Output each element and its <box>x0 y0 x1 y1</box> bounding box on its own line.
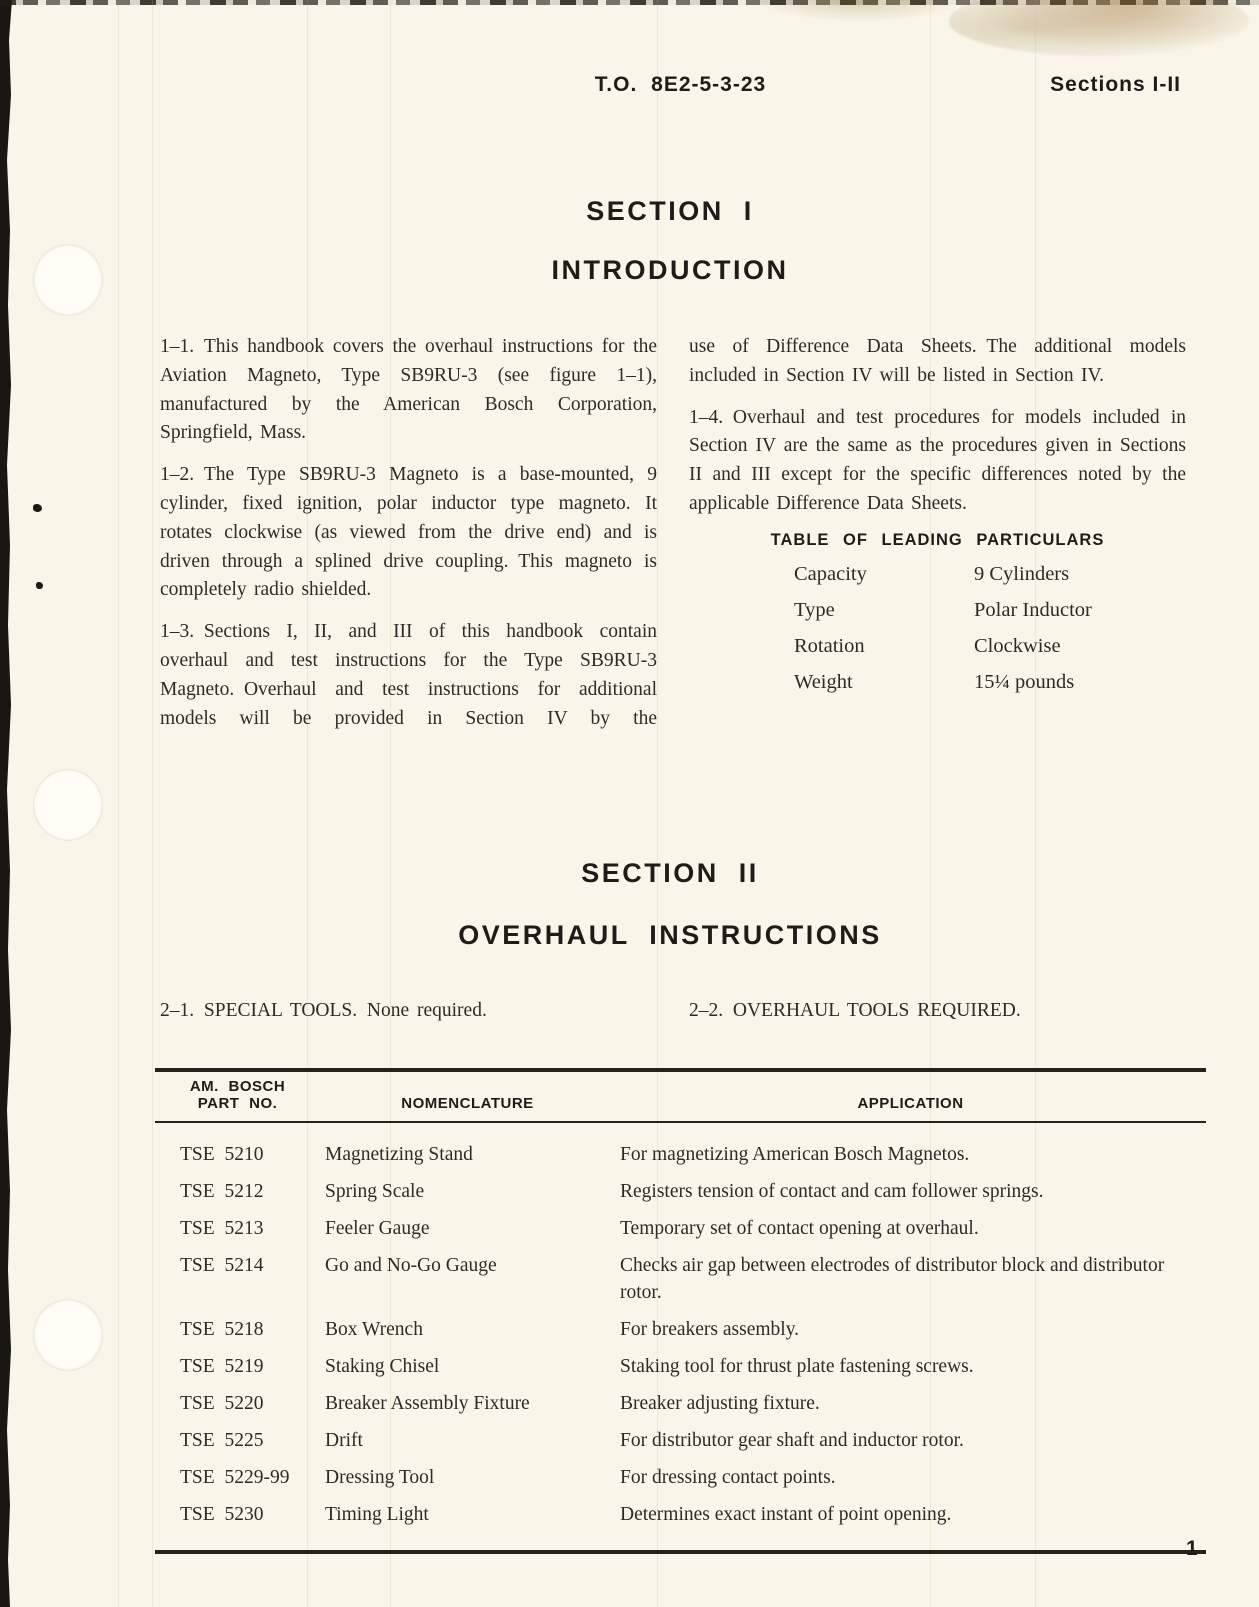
table-row <box>155 1390 1206 1417</box>
cell-application: Staking tool for thrust plate fastening screws. <box>620 1356 974 1377</box>
table-row <box>155 1353 1206 1380</box>
table-row <box>155 1178 1206 1205</box>
page-number: 1 <box>1186 1537 1198 1560</box>
cell-application: Determines exact instant of point opening. <box>620 1504 952 1525</box>
cell-nomenclature: Feeler Gauge <box>325 1218 430 1239</box>
punch-hole <box>33 1299 103 1371</box>
paragraph-1-4: 1–4. Overhaul and test procedures for models included in Section IV are the same as the procedures given in Sections II and III except for the specific differences noted by the applicable Difference Data Sheets. <box>689 406 1186 514</box>
table-row <box>155 1215 1206 1242</box>
table-row <box>155 1427 1206 1454</box>
cell-nomenclature: Drift <box>325 1430 363 1451</box>
table-row <box>155 1501 1206 1528</box>
table-row <box>155 1464 1206 1491</box>
particulars-value: Polar Inductor <box>974 599 1092 621</box>
section2-title: SECTION II <box>581 858 759 888</box>
cell-application: For magnetizing American Bosch Magnetos. <box>620 1144 970 1165</box>
cell-nomenclature: Breaker Assembly Fixture <box>325 1393 530 1414</box>
paragraph-1-1: 1–1. This handbook covers the overhaul instructions for the Aviation Magneto, Type SB9RU-3 (see figure 1–1), manufactured by the American Bosch Corporation, Springfield, Mass. <box>160 336 657 444</box>
particulars-row <box>689 592 1186 628</box>
particulars-value: 9 Cylinders <box>974 563 1070 585</box>
cell-application: Breaker adjusting fixture. <box>620 1393 820 1414</box>
particulars-label: Rotation <box>794 635 865 657</box>
intro-left-column <box>160 333 657 746</box>
cell-application: For dressing contact points. <box>620 1467 836 1488</box>
table-row <box>155 1316 1206 1343</box>
particulars-row <box>689 628 1186 664</box>
cell-application: Temporary set of contact opening at overhaul. <box>620 1218 979 1239</box>
paper-streak <box>152 0 153 1607</box>
punch-hole <box>33 244 103 316</box>
section2-subtitle: OVERHAUL INSTRUCTIONS <box>458 920 882 950</box>
cell-nomenclature: Magnetizing Stand <box>325 1144 473 1165</box>
tools-table-header <box>155 1072 1206 1123</box>
header-part-no-line1: AM. BOSCH <box>189 1078 286 1095</box>
particulars-label: Capacity <box>794 563 867 585</box>
section1-title: SECTION I <box>586 196 754 226</box>
header-part-no <box>155 1078 320 1112</box>
header-part-no-line2: PART NO. <box>197 1095 278 1112</box>
particulars-value: Clockwise <box>974 635 1061 657</box>
leading-particulars-rows <box>689 556 1186 700</box>
intro-right-column <box>689 333 1186 532</box>
cell-application: For distributor gear shaft and inductor rotor. <box>620 1430 964 1451</box>
cell-part-no: TSE 5229-99 <box>180 1467 290 1488</box>
header-application: APPLICATION <box>857 1095 964 1112</box>
header-nomenclature: NOMENCLATURE <box>401 1095 534 1112</box>
particulars-value: 15¼ pounds <box>974 671 1075 693</box>
technical-order-number: T.O. 8E2-5-3-23 <box>594 73 767 96</box>
paragraph-1-3: 1–3. Sections I, II, and III of this handbook contain overhaul and test instructions for the Type SB9RU-3 Magneto. Overhaul and test instructions for additional models will be provided in Section IV by the <box>160 621 657 729</box>
cell-part-no: TSE 5230 <box>180 1504 264 1525</box>
particulars-row <box>689 664 1186 700</box>
cell-application: Registers tension of contact and cam follower springs. <box>620 1181 1044 1202</box>
tools-table-body <box>155 1123 1206 1550</box>
leading-particulars-title: TABLE OF LEADING PARTICULARS <box>770 531 1105 549</box>
cell-nomenclature: Box Wrench <box>325 1319 423 1340</box>
cell-application: For breakers assembly. <box>620 1319 800 1340</box>
paragraph-2-2: 2–2. OVERHAUL TOOLS REQUIRED. <box>689 1000 1021 1021</box>
cell-part-no: TSE 5210 <box>180 1144 264 1165</box>
particulars-row <box>689 556 1186 592</box>
section1-subtitle: INTRODUCTION <box>551 255 789 285</box>
cell-nomenclature: Spring Scale <box>325 1181 425 1202</box>
particulars-label: Weight <box>794 671 853 693</box>
paragraph-2-1: 2–1. SPECIAL TOOLS. None required. <box>160 1000 487 1021</box>
table-row <box>155 1141 1206 1168</box>
paper-streak <box>118 0 119 1607</box>
ink-speck <box>33 504 42 512</box>
cell-part-no: TSE 5214 <box>180 1255 264 1276</box>
scan-torn-left-edge <box>0 0 13 1607</box>
scan-stain <box>749 0 969 24</box>
paragraph-1-2: 1–2. The Type SB9RU-3 Magneto is a base-mounted, 9 cylinder, fixed ignition, polar inductor type magneto. It rotates clockwise (as viewed from the drive end) and is driven through a splined drive coupling. This magneto is completely radio shielded. <box>160 464 657 601</box>
sections-label: Sections I-II <box>1050 73 1181 96</box>
punch-hole <box>33 769 103 841</box>
overhaul-tools-table <box>155 1068 1206 1554</box>
table-row <box>155 1252 1206 1306</box>
cell-part-no: TSE 5212 <box>180 1181 264 1202</box>
cell-part-no: TSE 5219 <box>180 1356 264 1377</box>
cell-nomenclature: Staking Chisel <box>325 1356 440 1377</box>
cell-part-no: TSE 5213 <box>180 1218 264 1239</box>
scan-stain <box>949 0 1249 56</box>
cell-nomenclature: Dressing Tool <box>325 1467 435 1488</box>
cell-nomenclature: Go and No-Go Gauge <box>325 1255 497 1276</box>
paragraph-1-3-continued: use of Difference Data Sheets. The additional models included in Section IV will be listed in Section IV. <box>689 336 1186 386</box>
cell-application: Checks air gap between electrodes of distributor block and distributor rotor. <box>620 1255 1165 1303</box>
cell-part-no: TSE 5220 <box>180 1393 264 1414</box>
leading-particulars-table <box>689 531 1186 700</box>
ink-speck <box>36 582 43 589</box>
particulars-label: Type <box>794 599 835 621</box>
cell-nomenclature: Timing Light <box>325 1504 429 1525</box>
running-header <box>155 73 1206 99</box>
cell-part-no: TSE 5218 <box>180 1319 264 1340</box>
cell-part-no: TSE 5225 <box>180 1430 264 1451</box>
